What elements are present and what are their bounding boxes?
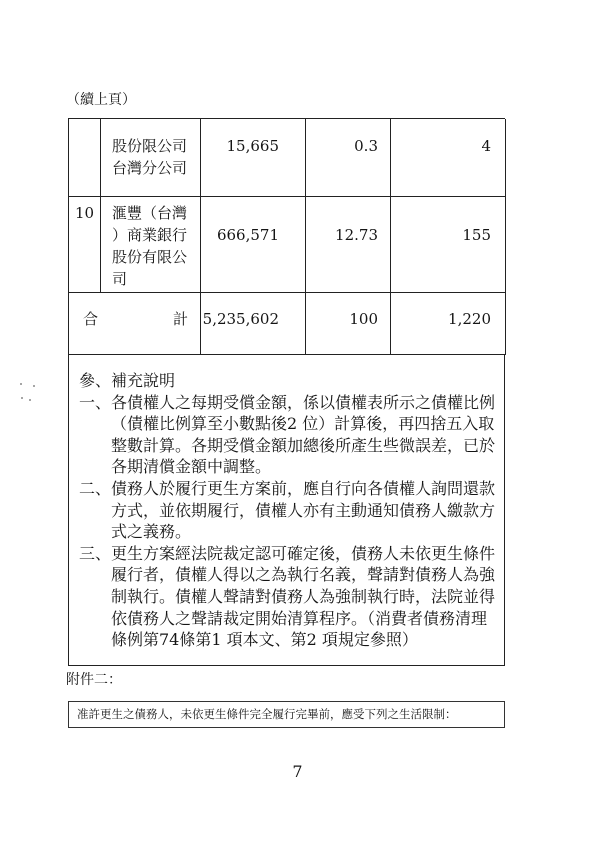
creditor-name-line: 股份限公司 (112, 137, 188, 155)
page-number: 7 (292, 762, 303, 781)
note-item (79, 478, 504, 543)
row-number-cell (69, 119, 101, 197)
continued-label: （續上頁） (66, 92, 136, 108)
note-line: 條例第74條第1 項本文、第2 項規定參照） (111, 630, 418, 650)
claim-ratio-cell: 12.73 (306, 197, 391, 293)
creditor-name-line: 股份有限公 (112, 248, 188, 266)
note-item (79, 392, 504, 478)
note-line: 更生方案經法院裁定認可確定後，債務人未依更生條件 (111, 543, 496, 563)
note-item (79, 543, 504, 651)
scan-speck (20, 383, 22, 385)
supplementary-notes (68, 355, 505, 666)
total-label-char: 合 (83, 310, 99, 328)
note-marker: 三、 (79, 543, 112, 563)
note-marker: 二、 (79, 478, 112, 498)
claim-ratio-cell: 0.3 (306, 119, 391, 197)
total-label-char: 計 (172, 310, 188, 328)
note-line: 債務人於履行更生方案前，應自行向各債權人詢問還款 (111, 478, 496, 498)
creditor-name-cell (101, 197, 201, 293)
note-line: 履行者，債權人得以之為執行名義，聲請對債務人為強 (111, 565, 496, 585)
repayment-amount-cell: 4 (391, 119, 506, 197)
creditor-name-line: 司 (112, 270, 128, 288)
attachment-text: 准許更生之債務人，未依更生條件完全履行完畢前，應受下列之生活限制： (77, 707, 457, 721)
attachment-box (68, 701, 505, 728)
attachment-label: 附件二： (66, 672, 122, 688)
scan-speck (29, 399, 31, 401)
creditor-name-line: 台灣分公司 (112, 159, 188, 177)
note-line: 各債權人之每期受償金額，係以債權表所示之債權比例 (111, 392, 496, 412)
total-ratio-cell: 100 (306, 293, 391, 355)
note-line: 方式，並依期履行，債權人亦有主動通知債務人繳款方 (111, 500, 496, 520)
claim-amount-cell: 15,665 (201, 119, 306, 197)
note-line: 制執行。債權人聲請對債務人為強制執行時，法院並得 (111, 586, 496, 606)
claim-amount-cell: 666,571 (201, 197, 306, 293)
total-label-cell (69, 293, 201, 355)
creditor-table (68, 118, 505, 355)
row-number-cell: 10 (69, 197, 101, 293)
note-line: 各期清償金額中調整。 (111, 457, 272, 477)
note-line: 依債務人之聲請裁定開始清算程序。（消費者債務清理 (111, 608, 488, 628)
total-repayment-cell: 1,220 (391, 293, 506, 355)
creditor-name-line: ）商業銀行 (112, 226, 188, 244)
scan-speck (33, 385, 35, 387)
note-line: 整數計算。各期受償金額加總後所產生些微誤差，已於 (111, 435, 496, 455)
note-line: （債權比例算至小數點後2 位）計算後，再四捨五入取 (111, 414, 495, 434)
scan-speck (21, 397, 23, 399)
creditor-name-cell (101, 119, 201, 197)
creditor-name-line: 滙豐（台灣 (112, 204, 188, 222)
notes-heading: 參、補充說明 (79, 371, 176, 390)
total-amount-cell: 5,235,602 (201, 293, 306, 355)
note-marker: 一、 (79, 392, 112, 412)
note-line: 式之義務。 (111, 522, 192, 542)
repayment-amount-cell: 155 (391, 197, 506, 293)
